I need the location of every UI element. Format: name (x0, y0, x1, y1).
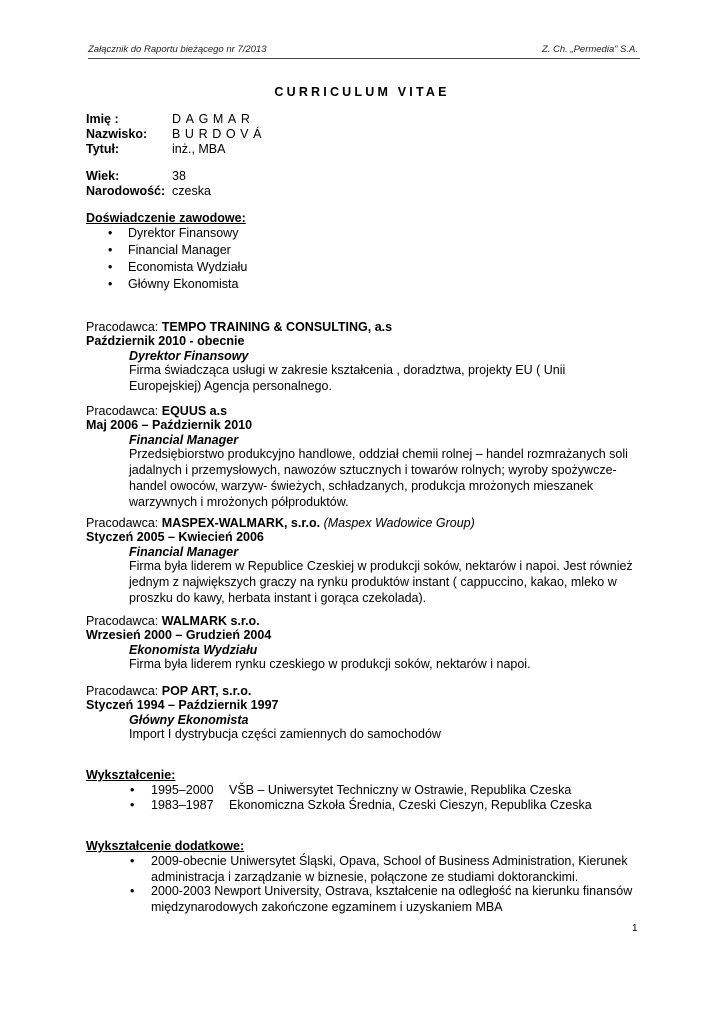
employer-name: TEMPO TRAINING & CONSULTING, a.s (161, 320, 393, 334)
nationality-label: Narodowość: (86, 184, 166, 198)
job-employer-line (86, 404, 227, 418)
bullet: • (108, 260, 113, 274)
job-description: Firma była liderem w Republice Czeskiej w produkcji soków, nektarów i napoi. Jest również jednym z największych graczy na rynku produktów instant ( cappuccino, kakao, mleko w proszku do kawy, herbata instant i gorąca czekolada). (129, 559, 633, 605)
employer-label: Pracodawca: (86, 614, 159, 628)
first-name-value: DAGMAR (172, 112, 255, 126)
title-label: Tytuł: (86, 142, 120, 156)
job-role: Financial Manager (129, 433, 239, 447)
job-dates: Styczeń 1994 – Październik 1997 (86, 698, 279, 712)
title-value: inż., MBA (172, 142, 226, 156)
employer-label: Pracodawca: (86, 684, 159, 698)
bullet: • (108, 243, 113, 257)
employer-label: Pracodawca: (86, 320, 159, 334)
education-school: VŠB – Uniwersytet Techniczny w Ostrawie, Republika Czeska (229, 783, 572, 797)
employer-name: EQUUS a.s (161, 404, 228, 418)
education-years: 1995–2000 (151, 783, 214, 797)
page-number: 1 (632, 923, 638, 934)
employer-label: Pracodawca: (86, 404, 159, 418)
document-title: CURRICULUM VITAE (274, 85, 450, 99)
additional-education-item: 2000-2003 Newport University, Ostrava, kształcenie na odległość na kierunku finansów międzynarodowych zakończone egzaminem i uzyskaniem MBA (151, 884, 633, 914)
last-name-label: Nazwisko: (86, 127, 148, 141)
job-dates: Wrzesień 2000 – Grudzień 2004 (86, 628, 272, 642)
job-dates: Październik 2010 - obecnie (86, 334, 245, 348)
job-description: Przedsiębiorstwo produkcyjno handlowe, oddział chemii rolnej – handel rozmrażanych soli jadalnych i przemysłowych, nawozów sztucznych i towarów rolnych; wyroby spożywcze-handel owoców, warzyw- świeżych, schładzanych, produkcja mrożonych mieszanek warzywnych i mrożonych półproduktów. (129, 447, 628, 509)
header-right: Z. Ch. „Permedia” S.A. (541, 44, 638, 55)
education-heading: Wykształcenie: (86, 768, 176, 782)
experience-item: Główny Ekonomista (128, 277, 239, 291)
age-value: 38 (172, 169, 186, 183)
bullet: • (130, 854, 135, 868)
job-role: Ekonomista Wydziału (129, 643, 258, 657)
job-role: Główny Ekonomista (129, 713, 249, 727)
age-label: Wiek: (86, 169, 120, 183)
job-role: Financial Manager (129, 545, 239, 559)
experience-heading: Doświadczenie zawodowe: (86, 211, 246, 225)
employer-label: Pracodawca: (86, 516, 159, 530)
last-name-value: BURDOVÁ (172, 127, 267, 141)
education-school: Ekonomiczna Szkoła Średnia, Czeski Cieszyn, Republika Czeska (229, 798, 592, 812)
bullet: • (130, 884, 135, 898)
nationality-value: czeska (172, 184, 211, 198)
job-description: Firma świadcząca usługi w zakresie kształcenia , doradztwa, projekty EU ( Unii Europejskiej) Agencja personalnego. (129, 363, 566, 393)
employer-name: POP ART, s.r.o. (161, 684, 252, 698)
header-left: Załącznik do Raportu bieżącego nr 7/2013 (88, 44, 267, 55)
job-role: Dyrektor Finansowy (129, 349, 249, 363)
additional-education-item: 2009-obecnie Uniwersytet Śląski, Opava, School of Business Administration, Kierunek administracja i zarządzanie w biznesie, połączone ze studiami doktoranckimi. (151, 854, 628, 884)
bullet: • (130, 798, 135, 812)
employer-name: WALMARK s.r.o. (161, 614, 260, 628)
experience-item: Economista Wydziału (128, 260, 248, 274)
bullet: • (108, 277, 113, 291)
bullet: • (108, 226, 113, 240)
job-employer-line (86, 516, 475, 530)
additional-education-heading: Wykształcenie dodatkowe: (86, 839, 245, 853)
job-description: Import I dystrybucja części zamiennych do samochodów (129, 727, 441, 741)
job-employer-line (86, 614, 260, 628)
job-employer-line (86, 320, 392, 334)
header-rule (88, 58, 640, 59)
job-description: Firma była liderem rynku czeskiego w produkcji soków, nektarów i napoi. (129, 657, 531, 671)
bullet: • (130, 783, 135, 797)
job-employer-line (86, 684, 251, 698)
employer-name: MASPEX-WALMARK, s.r.o. (161, 516, 321, 530)
first-name-label: Imię : (86, 112, 119, 126)
job-dates: Maj 2006 – Październik 2010 (86, 418, 253, 432)
experience-item: Dyrektor Finansowy (128, 226, 239, 240)
job-dates: Styczeń 2005 – Kwiecień 2006 (86, 530, 264, 544)
education-years: 1983–1987 (151, 798, 214, 812)
employer-group: (Maspex Wadowice Group) (323, 516, 475, 530)
experience-item: Financial Manager (128, 243, 231, 257)
